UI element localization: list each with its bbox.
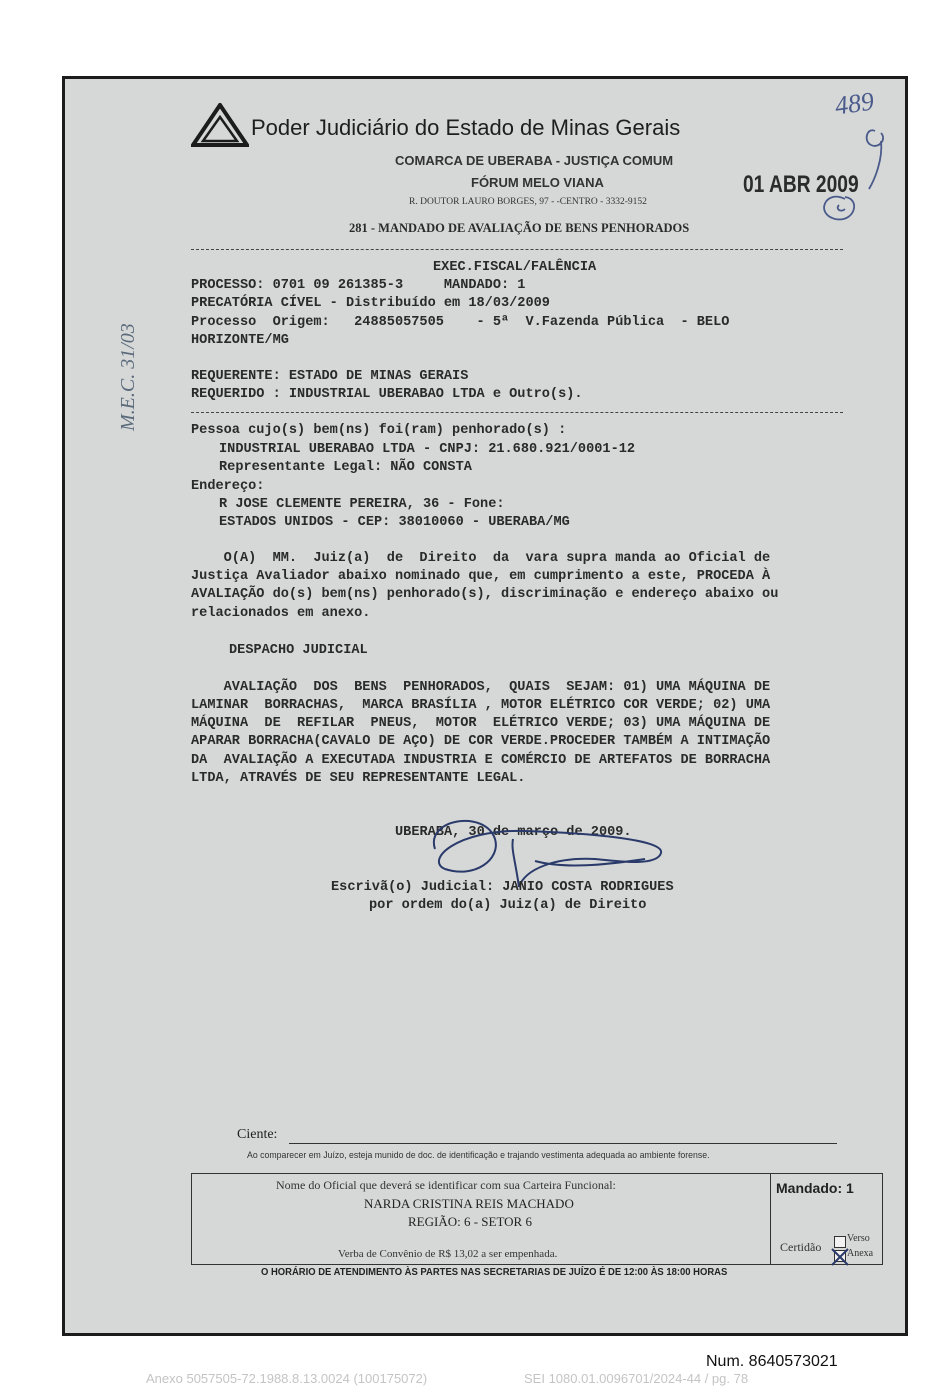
despacho-line-3: MÁQUINA DE REFILAR PNEUS, MOTOR ELÉTRICO VERDE; 03) UMA MÁQUINA DE (191, 716, 771, 731)
despacho-title: DESPACHO JUDICIAL (229, 643, 368, 658)
person-name: INDUSTRIAL UBERABAO LTDA - CNPJ: 21.680.921/0001-12 (219, 442, 636, 457)
verso-label: Verso (847, 1233, 870, 1244)
officer-label: Nome do Oficial que deverá se identificar com sua Carteira Funcional: (276, 1178, 616, 1192)
precatoria-line: PRECATÓRIA CÍVEL - Distribuído em 18/03/2009 (191, 296, 550, 311)
triangle-logo-icon (191, 103, 249, 147)
despacho-line-2: LAMINAR BORRACHAS, MARCA BRASÍLIA , MOTOR ELÉTRICO COR VERDE; 02) UMA (191, 698, 771, 713)
fee-line: Verba de Convênio de R$ 13,02 a ser empenhada. (338, 1248, 558, 1260)
margin-note: M.E.C. 31/03 (117, 323, 139, 431)
address-label: Endereço: (191, 479, 265, 494)
ciente-label: Ciente: (237, 1127, 278, 1142)
despacho-line-4: APARAR BORRACHA(CAVALO DE AÇO) DE COR VERDE.PROCEDER TAMBÉM A INTIMAÇÃO (191, 734, 771, 749)
order-line-3: AVALIAÇÃO do(s) bem(ns) penhorado(s), discriminação e endereço abaixo ou (191, 587, 779, 602)
place-date: UBERABA, 30 de março de 2009. (395, 825, 632, 840)
process-number: PROCESSO: 0701 09 261385-3 MANDADO: 1 (191, 278, 526, 293)
court-notice: Ao comparecer em Juízo, esteja munido de doc. de identificação e trajando vestimenta adequada ao ambiente forense. (247, 1150, 710, 1161)
origin-line-2: HORIZONTE/MG (191, 333, 289, 348)
officer-box (191, 1173, 883, 1265)
anexa-label: Anexa (847, 1248, 874, 1259)
person-intro: Pessoa cujo(s) bem(ns) foi(ram) penhorado(s) : (191, 423, 567, 438)
ciente-line (289, 1143, 837, 1144)
sei-reference: SEI 1080.01.0096701/2024-44 / pg. 78 (524, 1371, 749, 1386)
handwritten-marks (805, 119, 905, 229)
requerido-line: REQUERIDO : INDUSTRIAL UBERABAO LTDA e Outro(s). (191, 387, 583, 402)
scanned-document (62, 76, 908, 1336)
divider-top (191, 249, 843, 250)
person-representative: Representante Legal: NÃO CONSTA (219, 460, 472, 475)
officer-region: REGIÃO: 6 - SETOR 6 (408, 1214, 532, 1229)
annex-reference: Anexo 5057505-72.1988.8.13.0024 (100175072) (146, 1371, 428, 1386)
despacho-line-6: LTDA, ATRAVÉS DE SEU REPRESENTANTE LEGAL. (191, 771, 526, 786)
court-title: Poder Judiciário do Estado de Minas Gerais (251, 115, 681, 140)
office-hours: O HORÁRIO DE ATENDIMENTO ÀS PARTES NAS SECRETARIAS DE JUÍZO É DE 12:00 ÀS 18:00 HORAS (261, 1266, 728, 1278)
order-line-4: relacionados em anexo. (191, 606, 371, 621)
certidao-label: Certidão (780, 1240, 822, 1254)
requerente-line: REQUERENTE: ESTADO DE MINAS GERAIS (191, 369, 469, 384)
order-authority: por ordem do(a) Juiz(a) de Direito (369, 898, 647, 913)
clerk-line: Escrivã(o) Judicial: JANIO COSTA RODRIGUES (331, 880, 674, 895)
mandado-number: Mandado: 1 (776, 1180, 854, 1196)
order-line-2: Justiça Avaliador abaixo nominado que, em cumprimento a este, PROCEDA À (191, 569, 771, 584)
despacho-line-5: DA AVALIAÇÃO A EXECUTADA INDUSTRIA E COMÉRCIO DE ARTEFATOS DE BORRACHA (191, 753, 771, 768)
forum-line: FÓRUM MELO VIANA (471, 175, 604, 190)
document-number: Num. 8640573021 (706, 1353, 838, 1370)
document-title: 281 - MANDADO DE AVALIAÇÃO DE BENS PENHORADOS (349, 221, 690, 235)
comarca-line: COMARCA DE UBERABA - JUSTIÇA COMUM (395, 153, 674, 168)
handwritten-page-number: 489 (833, 86, 876, 121)
despacho-line-1: AVALIAÇÃO DOS BENS PENHORADOS, QUAIS SEJAM: 01) UMA MÁQUINA DE (191, 680, 771, 695)
address-line: R. DOUTOR LAURO BORGES, 97 - -CENTRO - 3332-9152 (409, 197, 647, 207)
officer-name: NARDA CRISTINA REIS MACHADO (364, 1196, 574, 1211)
order-line-1: O(A) MM. Juiz(a) de Direito da vara supra manda ao Oficial de (191, 551, 771, 566)
date-stamp: 01 ABR 2009 (743, 171, 859, 198)
address-line-2: ESTADOS UNIDOS - CEP: 38010060 - UBERABA/MG (219, 515, 570, 530)
box-divider (770, 1174, 771, 1264)
divider-middle (191, 412, 843, 413)
address-line-1: R JOSE CLEMENTE PEREIRA, 36 - Fone: (219, 497, 505, 512)
process-type: EXEC.FISCAL/FALÊNCIA (433, 260, 597, 275)
origin-line-1: Processo Origem: 24885057505 - 5ª V.Fazenda Pública - BELO (191, 315, 730, 330)
